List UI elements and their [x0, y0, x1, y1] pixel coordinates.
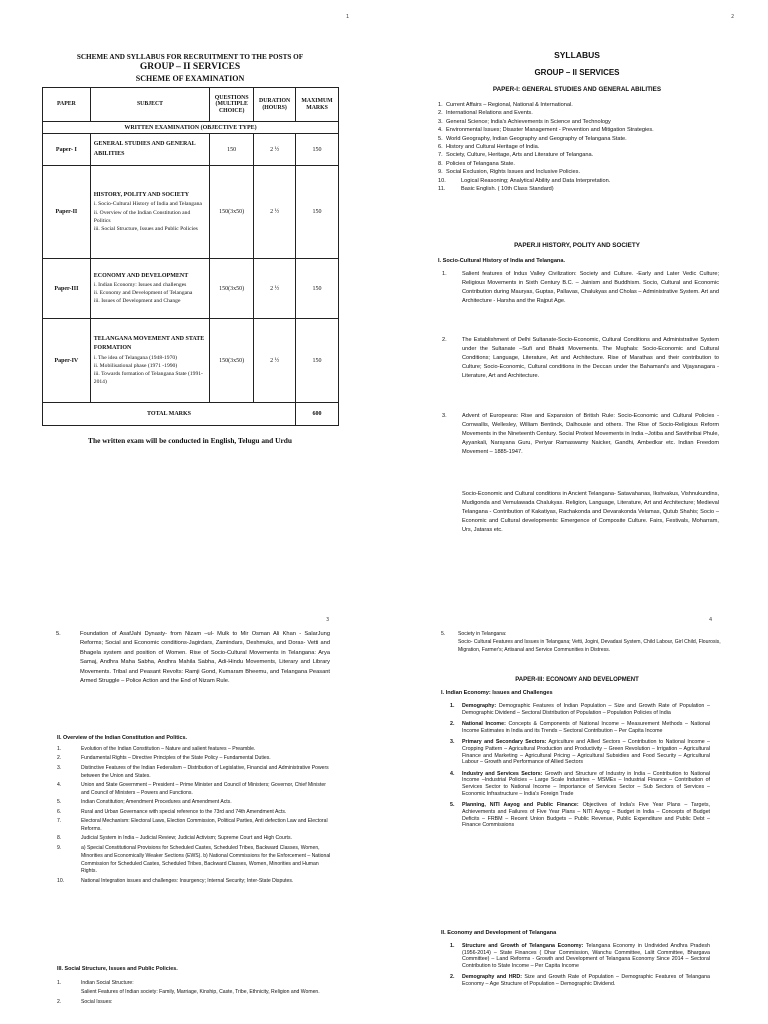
list-item: 7. Electoral Mechanism: Electoral Laws, Election Commission, Political Parties, Anti defection Law and Electoral Reforms.	[57, 818, 328, 833]
list-item: 1. Demography: Demographic Features of Indian Population – Size and Growth Rate of Population – Demographic Dividend – Sectoral Distribution of Population – Population Policies of India	[450, 703, 710, 716]
list-item: Salient Features of Indian society: Family, Marriage, Kinship, Caste, Tribe, Ethnicity, Religion and Women.	[81, 989, 320, 996]
duration-cell: 2 ½	[254, 166, 296, 259]
total-row	[43, 403, 339, 426]
list-item: 1. Indian Social Structure:	[57, 980, 134, 986]
constitution-list	[57, 746, 332, 887]
page-number: 3	[326, 617, 330, 623]
table-row	[43, 259, 339, 319]
subject-item: iii. Issues of Development and Change	[93, 298, 181, 305]
social-structure-list	[57, 980, 332, 1008]
list-item: 6. Rural and Urban Governance with special reference to the 73rd and 74th Amendment Acts.	[57, 808, 287, 815]
society-item: 5. Society in Telangana: Socio- Cultural Features and Issues in Telangana; Vetti, Jogini, Devadasi System, Child Labour, Girl Child, Flourosis, Migration, Farmer's; Artisanal and Service Communities in Distress.	[441, 631, 721, 654]
group-title: GROUP – II SERVICES	[139, 62, 241, 72]
header-paper: PAPER	[43, 88, 91, 122]
written-exam-label: WRITTEN EXAMINATION (OBJECTIVE TYPE)	[43, 122, 339, 134]
list-item: 1. Evolution of the Indian Constitution – Nature and salient features – Preamble.	[57, 746, 256, 752]
subject-item: ii. Overview of the Indian Constitution and Politics	[93, 209, 191, 224]
table-row	[43, 319, 339, 403]
paper1-title: PAPER-I: GENERAL STUDIES AND GENERAL ABILITIES	[492, 86, 662, 93]
list-item: 8. Policies of Telangana State.	[438, 160, 515, 167]
scheme-title: SCHEME AND SYLLABUS FOR RECRUITMENT TO THE POSTS OF	[76, 53, 304, 61]
marks-cell: 150	[296, 259, 339, 319]
paragraph: 2. The Establishment of Delhi Sultanate-Socio-Economic, Cultural Conditions and Administrative System under the Sultanate –Sufi and Bhakti Movements. The Mughals: Socio-Economic and Cultural Conditions; Language, Literature, Art and Architecture. Rise of Marathas and their contribution to Culture; Socio-Economic, Cultural conditions in the Deccan under the Bahamani's and Vijayanagara - Literature, Art and Architecture.	[442, 337, 719, 379]
paragraph: 3. Advent of Europeans: Rise and Expansion of British Rule: Socio-Economic and Cultural Policies - Cornwallis, Wellesley, William Bentinck, Dalhousie and others. The Rise of Socio-Religious Reform Movements in the Nineteenth Century. Social Protest Movements in India –Jotiba and Savithribai Phule, Ayyankali, Narayana Guru, Periyar Ramaswamy Naicker, Gandhi, Ambedkar etc. Indian Freedom Movement – 1885-1947.	[442, 413, 719, 455]
section1-title: I. Socio-Cultural History of India and Telangana.	[438, 258, 566, 264]
list-item: 3. Distinctive Features of the Indian Federalism – Distribution of Legislative, Financial and Administrative Powers between the Union and States.	[57, 764, 329, 779]
duration-cell: 2 ½	[254, 134, 296, 166]
header-questions: QUESTIONS (MULTIPLE CHOICE)	[210, 88, 254, 122]
list-item: 11. Basic English. ( 10th Class Standard)	[438, 185, 554, 192]
paper2-title: PAPER.II HISTORY, POLITY AND SOCIETY	[514, 242, 640, 249]
list-item: 5. Planning, NITI Aayog and Public Finance: Objectives of India's Five Year Plans – Targets, Achievements and Failures of Five Year Plans – NITI Aayog – Budget in India – Concepts of Budget Deficits – FRBM – Recent Union Budgets – Public Revenue, Public Expenditure and Public Debt – Finance Commissions	[450, 802, 710, 829]
telangana-economy-list	[450, 943, 710, 993]
list-item: 1. Current Affairs – Regional, National & International.	[438, 102, 573, 108]
paragraph: 5. Foundation of AsafJahi Dynasty- from Nizam –ul- Mulk to Mir Osman Ali Khan - SalarJung Reforms; Social and Economic conditions-Jagirdars, Zamindars, Deshmuks, and Doras- Vetti and Bhagela system and position of Women. Rise of Socio-Cultural Movements in Telangana: Arya Samaj, Andhra Maha Sabha, Andhra Mahila Sabha, Adi-Hindu Movements, Literary and Library Movements. Tribal and Peasant Revolts: Ramji Gond, Kumaram Bheemu, and Telangana Peasant Armed Struggle – Police Action and the End of Nizam Rule.	[56, 631, 330, 685]
subject-item: i. Indian Economy: Issues and challenges	[93, 281, 187, 288]
section2-title: II. Overview of the Indian Constitution and Politics.	[57, 735, 187, 741]
list-item: 10. Logical Reasoning; Analytical Ability and Data Interpretation.	[438, 177, 611, 184]
subject-item: ii. Mobilisational phase (1971 -1990)	[93, 362, 178, 369]
subject-title: TELANGANA MOVEMENT AND STATE FORMATION	[93, 335, 205, 352]
marks-cell: 150	[296, 166, 339, 259]
syllabus-subtitle: GROUP – II SERVICES	[534, 68, 620, 77]
subject-title: ECONOMY AND DEVELOPMENT	[93, 272, 189, 279]
society-text: Socio- Cultural Features and Issues in Telangana; Vetti, Jogini, Devadasi System, Child Labour, Girl Child, Flourosis, Migration, Farmer's; Artisanal and Service Communities in Distress.	[458, 639, 721, 654]
list-item: 3. Primary and Secondary Sectors: Agriculture and Allied Sectors – Contribution to National Income – Cropping Pattern – Agricultural Production and Productivity – Green Revolution – Irrigation – Agricultural Finance and Marketing – Agricultural Pricing – Agricultural Subsidies and Food Security – Agricultural Labour – Growth and Performance of Allied Sectors	[450, 739, 711, 766]
page-number: 4	[709, 617, 713, 623]
total-label: TOTAL MARKS	[43, 403, 296, 426]
table-row	[43, 134, 339, 166]
list-item: 4. Industry and Services Sectors: Growth and Structure of Industry in India – Contribution to National Income –Industrial Policies – Large Scale Industries – MSMEs – Industrial Finance – Contribution of Services Sector to National Income – Importance of Services Sector – Sub Sectors of Services – Economic Infrastructure – India's Foreign Trade	[450, 770, 710, 797]
paper-cell: Paper-IV	[43, 319, 91, 403]
paper-cell: Paper-II	[43, 166, 91, 259]
list-item: 4. Union and State Government – President – Prime Minister and Council of Ministers; Governor, Chief Minister and Council of Ministers – Powers and Functions.	[57, 782, 326, 796]
marks-cell: 150	[296, 319, 339, 403]
language-note: The written exam will be conducted in English, Telugu and Urdu	[88, 436, 292, 445]
header-subject: SUBJECT	[90, 88, 209, 122]
list-item: 2. Social Issues:	[57, 998, 113, 1005]
duration-cell: 2 ½	[254, 319, 296, 403]
list-item: 9. Social Exclusion, Rights Issues and Inclusive Policies.	[438, 169, 581, 176]
exam-scheme-table	[42, 87, 339, 426]
questions-cell: 150	[210, 134, 254, 166]
questions-cell: 150(3x50)	[210, 166, 254, 259]
sec2-title: II. Economy and Development of Telangana	[441, 930, 557, 936]
questions-cell: 150(3x50)	[210, 319, 254, 403]
list-item: 1. Structure and Growth of Telangana Economy: Telangana Economy in Undivided Andhra Pradesh (1956-2014) – State Finances ( Dhar Commission, Wanchu Committee, Lalit Committee, Bhargava Committee) – Land Reforms - Growth and Development of Telangana Economy Since 2014 – Sectoral Contribution to State Income – Per Capita Income	[450, 943, 710, 969]
header-duration: DURATION (HOURS)	[254, 88, 296, 122]
list-item: 5. World Geography, Indian Geography and Geography of Telangana State.	[438, 135, 627, 142]
paper3-title: PAPER-III: ECONOMY AND DEVELOPMENT	[515, 677, 639, 683]
paragraph: 1. Salient features of Indus Valley Civilization: Society and Culture. -Early and Later Vedic Culture; Religious Movements in Sixth Century B.C. – Jainism and Buddhism. Socio, Cultural and Economic Contribution during Mauryas, Guptas, Pallavas, Chalukyas and Cholas – Administrative System. Art and Architecture - Harsha and the Rajput Age.	[442, 271, 719, 304]
list-item: 9. a) Special Constitutional Provisions for Scheduled Castes, Scheduled Tribes, Backward Classes, Women, Minorities and Economically Weaker Sections (EWS). b) National Commissions for the Enforcement – National Commission for Scheduled Castes, Scheduled Tribes, Backward Classes, Women, Minorities and Human Rights.	[57, 844, 331, 875]
paper-cell: Paper- I	[43, 134, 91, 166]
subject-item: iii. Social Structure, Issues and Public Policies	[93, 225, 198, 232]
marks-cell: 150	[296, 134, 339, 166]
economy-list	[450, 703, 710, 834]
table-header-row	[43, 88, 339, 122]
subject-item: iii. Towards formation of Telangana State (1991-2014)	[93, 370, 203, 385]
paper1-list	[438, 101, 728, 193]
list-item: 2. National Income: Concepts & Components of National Income – Measurement Methods – National Income Estimates in India and its Trends – Sectoral Contribution – Per Capita Income	[450, 721, 710, 734]
list-item: 2. Fundamental Rights – Directive Principles of the State Policy – Fundamental Duties.	[57, 755, 271, 762]
subject-item: i. Socio-Cultural History of India and Telangana	[93, 201, 202, 208]
subject-title: HISTORY, POLITY AND SOCIETY	[93, 192, 190, 199]
list-item: 8. Judicial System in India – Judicial Review; Judicial Activism; Supreme Court and High Courts.	[57, 835, 292, 842]
subject-title: GENERAL STUDIES AND GENERAL ABILITIES	[93, 141, 196, 157]
syllabus-title: SYLLABUS	[554, 50, 600, 60]
section3-title: III. Social Structure, Issues and Public Policies.	[57, 966, 178, 972]
list-item: 2. International Relations and Events.	[438, 110, 533, 117]
list-item: 5. Indian Constitution; Amendment Procedures and Amendment Acts.	[57, 799, 232, 806]
paper-cell: Paper-III	[43, 259, 91, 319]
subject-item: ii. Economy and Development of Telangana	[93, 290, 193, 297]
page-number: 1	[346, 14, 350, 20]
duration-cell: 2 ½	[254, 259, 296, 319]
header-marks: MAXIMUM MARKS	[296, 88, 339, 122]
list-item: 6. History and Cultural Heritage of India.	[438, 143, 540, 150]
list-item: 3. General Science; India's Achievements in Science and Technology	[438, 118, 611, 125]
list-item: 10. National Integration issues and challenges: Insurgency; Internal Security; Inter-State Disputes.	[57, 877, 294, 884]
sec1-title: I. Indian Economy: Issues and Challenges	[441, 690, 553, 696]
questions-cell: 150(3x50)	[210, 259, 254, 319]
list-item: 7. Society, Culture, Heritage, Arts and Literature of Telangana.	[438, 152, 594, 159]
list-item: 4. Environmental Issues; Disaster Management - Prevention and Mitigation Strategies.	[438, 127, 654, 134]
subject-item: i. The idea of Telangana (1948-1970)	[93, 354, 178, 361]
total-value: 600	[296, 403, 339, 426]
list-item: 2. Demography and HRD: Size and Growth Rate of Population – Demographic Features of Telangana Economy – Age Structure of Population – Demographic Dividend.	[450, 974, 710, 988]
paragraph: Socio-Economic and Cultural conditions in Ancient Telangana- Satavahanas, Ikshvakus, Vishnukundins, Mudigonda and Vemulawada Chalukyas. Religion, Language, Literature, Art and Architecture; Medieval Telangana - Contribution of Kakatiyas, Rachakonda and Devarakonda Velamas, Qutub Shahis; Socio – Economic and Cultural developments: Emergence of Composite Culture. Fairs, Festivals, Moharram, Urs, Jataras etc.	[462, 491, 719, 533]
table-row	[43, 166, 339, 259]
scheme-subtitle: SCHEME OF EXAMINATION	[135, 74, 245, 83]
page-number: 2	[731, 14, 735, 20]
